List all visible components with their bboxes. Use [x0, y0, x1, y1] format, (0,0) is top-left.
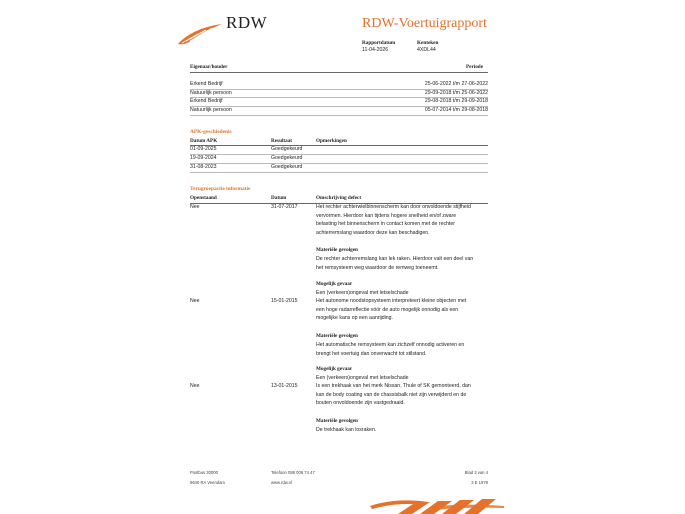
row-divider — [190, 115, 488, 116]
apk-row-2-date: 31-08-2023 — [190, 164, 217, 170]
apk-header-rule — [190, 145, 488, 146]
defect-line: kan de body coating van de chassisbalk niet zijn verwijderd en de — [316, 391, 467, 398]
owner-row-0-owner: Erkend Bedrijf — [190, 81, 223, 87]
defect-line: mogelijke kans op een aanrijding. — [316, 315, 393, 322]
recall-row-0-consequences — [316, 255, 473, 272]
apk-col-remarks: Opmerkingen — [316, 138, 347, 144]
footer-postbus: Postbus 30000 — [190, 470, 218, 475]
owners-col-period: Periode — [466, 64, 483, 70]
defect-line: achterremslang waardoor deze kan beschadigen. — [316, 229, 430, 236]
recall-row-0-danger: Een (verkeers)ongeval met letselschade — [316, 290, 409, 296]
apk-row-2-result: Goedgekeurd — [271, 164, 303, 170]
owner-row-3-period: 05-07-2014 t/m 29-08-2018 — [424, 107, 488, 113]
recall-row-0-defect — [316, 203, 491, 237]
apk-row-1-result: Goedgekeurd — [271, 155, 303, 161]
report-date-label: Rapportdatum — [362, 40, 396, 46]
recall-row-0-danger-label: Mogelijk gevaar — [316, 281, 353, 287]
row-divider — [190, 154, 488, 155]
recall-row-0-date: 31-07-2017 — [271, 204, 298, 210]
recall-row-1-consequences-label: Materiële gevolgen — [316, 333, 358, 339]
owner-row-2-owner: Erkend Bedrijf — [190, 98, 223, 104]
recall-row-2-consequences-label: Materiële gevolgen — [316, 418, 358, 424]
recall-row-1-date: 15-01-2015 — [271, 298, 298, 304]
recall-row-2-date: 13-01-2015 — [271, 383, 298, 389]
consequence-line: De rechter achterremslang kan lek raken. Hierdoor valt een deel van — [316, 256, 474, 262]
recall-row-1-danger: Een (verkeers)ongeval met letselschade — [316, 375, 409, 381]
row-divider — [190, 163, 488, 164]
recall-row-0-consequences-label: Materiële gevolgen — [316, 247, 358, 253]
apk-row-0-date: 01-09-2025 — [190, 146, 217, 152]
owner-row-2-period: 29-08-2018 t/m 29-09-2018 — [424, 98, 488, 104]
recall-row-1-consequences — [316, 341, 464, 358]
owner-row-1-period: 29-09-2018 t/m 25-06-2022 — [424, 90, 488, 96]
recall-row-1-danger-label: Mogelijk gevaar — [316, 366, 353, 372]
apk-col-date: Datum APK — [190, 138, 218, 144]
owner-row-3-owner: Natuurlijk persoon — [190, 107, 232, 113]
footer-page: Blad 3 van 4 — [464, 470, 488, 475]
recall-section-title: Terugroepactie informatie — [190, 186, 251, 192]
recall-row-1-open: Nee — [190, 298, 200, 304]
footer-web[interactable]: www.rdw.nl — [271, 480, 292, 485]
consequence-line: brengt het voertuig dan onverwacht tot stilstand. — [316, 350, 427, 357]
footer-code: 3 E 1978 — [471, 480, 488, 485]
logo-text: RDW — [226, 13, 268, 32]
document-title: RDW-Voertuigrapport — [362, 16, 487, 31]
row-divider — [190, 172, 488, 173]
apk-section-title: APK-geschiedenis — [190, 129, 232, 135]
consequence-line: Het automatische remsysteem kan zichzelf onnodig activeren en — [316, 342, 465, 348]
recall-row-2-consequences: De trekhaak kan losraken. — [316, 427, 377, 433]
owners-col-owner: Eigenaar/houder — [190, 64, 228, 70]
footer-phone: Telefoon 088 008 74 47 — [271, 470, 315, 475]
defect-line: een hoge radarreflectie vóór de auto mogelijk onnodig als een — [316, 306, 459, 313]
footer-city: 9640 RA Veendam — [190, 480, 225, 485]
recall-row-2-defect — [316, 382, 491, 408]
decorative-stripes-icon — [368, 496, 508, 514]
report-date-value: 11-04-2026 — [362, 47, 389, 53]
defect-line: belasting het binnenscherm in contact komen met de rechter — [316, 221, 455, 228]
rdw-logo-icon — [176, 21, 226, 47]
defect-line: Het autonome noodstopsysteem interpreteert kleine objecten met — [316, 298, 467, 304]
recall-row-0-open: Nee — [190, 204, 200, 210]
plate-value: 4XDL44 — [417, 47, 436, 53]
recall-col-date: Datum — [271, 195, 287, 201]
recall-col-open: Openstaand — [190, 195, 217, 201]
recall-row-2-open: Nee — [190, 383, 200, 389]
owner-row-0-period: 25-06-2022 t/m 27-06-2022 — [424, 81, 488, 87]
owners-header-rule — [190, 72, 488, 73]
apk-col-result: Resultaat — [271, 138, 293, 144]
recall-row-1-defect — [316, 297, 491, 323]
apk-row-0-result: Goedgekeurd — [271, 146, 303, 152]
defect-line: Is een trekhaak van het merk Nissan, Thule of SK gemonteerd, dan — [316, 383, 471, 389]
recall-col-desc: Omschrijving defect — [316, 195, 362, 201]
defect-line: vervormen. Hierdoor kan tijdens hogere snelheid en/of zware — [316, 212, 457, 219]
apk-row-1-date: 19-09-2024 — [190, 155, 217, 161]
defect-line: bouten onvoldoende zijn vastgedraaid. — [316, 400, 405, 407]
owner-row-1-owner: Natuurlijk persoon — [190, 90, 232, 96]
defect-line: Het rechter achterwielbinnenscherm kan door onvoldoende stijfheid — [316, 204, 471, 210]
plate-label: Kenteken — [417, 40, 439, 46]
consequence-line: het remsysteem weg waardoor de remweg toeneemt. — [316, 264, 439, 271]
